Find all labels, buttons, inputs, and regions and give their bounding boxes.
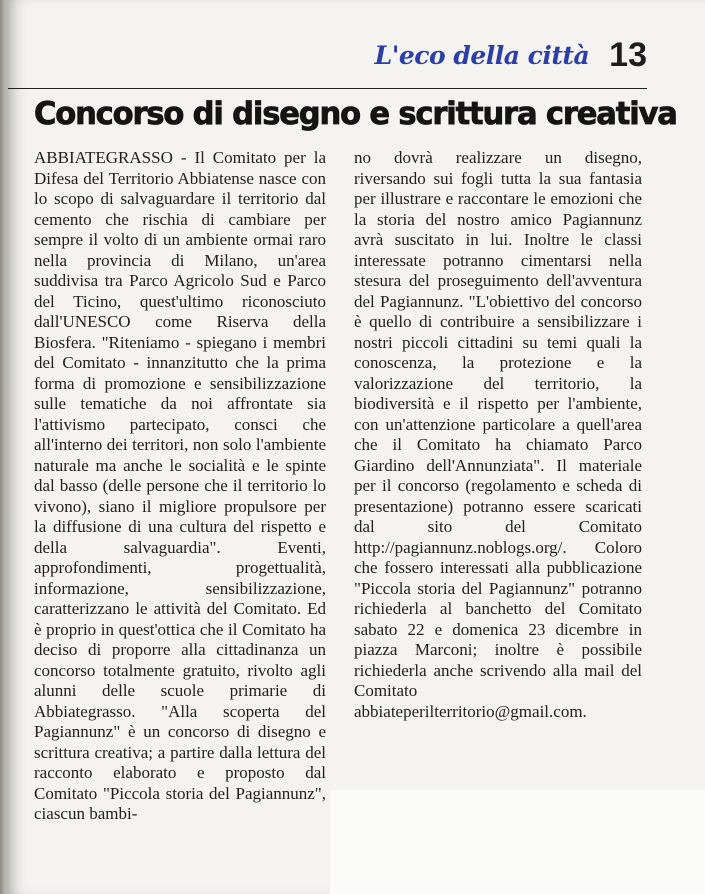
article-headline: Concorso di disegno e scrittura creativa <box>34 96 677 132</box>
masthead: L'eco della città <box>374 41 590 70</box>
blank-area <box>330 790 705 894</box>
column-left-text: ABBIATEGRASSO - Il Comitato per la Difesa del Territorio Abbiatense nasce con lo scopo di salvaguardare il territorio dal cemento che rischia di cambiare per sempre il volto di un ambiente ormai raro nella provincia di Milano, un'area suddivisa tra Parco Agricolo Sud e Parco del Ticino, quest'ultimo riconosciuto dall'UNESCO come Riserva della Biosfera. "Riteniamo - spiegano i membri del Comitato - innanzitutto che la prima forma di promozione e sensibilizzazione sulle tematiche da noi affrontate sia l'attivismo partecipato, consci che all'interno dei territori, non solo l'ambiente naturale ma anche le socialità e le spinte dal basso (delle persone che il territorio lo vivono), siano il migliore propulsore per la diffusione di una cultura del rispetto e della salvaguardia". Eventi, approfondimenti, progettualità, informazione, sensibilizzazione, caratterizzano le attività del Comitato. Ed è proprio in quest'ottica che il Comitato ha deciso di proporre alla cittadinanza un concorso totalmente gratuito, rivolto agli alunni delle scuole primarie di Abbiategrasso. "Alla scoperta del Pagiannunz" è un concorso di disegno e scrittura creativa; a partire dalla lettura del racconto elaborato e proposto dal Comitato "Piccola storia del Pagiannunz", ciascun bambi- <box>34 148 326 823</box>
page-header <box>375 30 647 74</box>
article-column-left <box>34 148 326 825</box>
article-column-right <box>354 148 642 722</box>
column-right-text: no dovrà realizzare un disegno, riversando sui fogli tutta la sua fantasia per illustrare e raccontare le emozioni che la storia del nostro amico Pagiannunz avrà suscitato in lui. Inoltre le classi interessate potranno cimentarsi nella stesura del proseguimento dell'avventura del Pagiannunz. "L'obiettivo del concorso è quello di contribuire a sensibilizzare i nostri piccoli cittadini su temi quali la conoscenza, la protezione e la valorizzazione del territorio, la biodiversità e il rispetto per l'ambiente, con un'attenzione particolare a quell'area che il Comitato ha chiamato Parco Giardino dell'Annunziata". Il materiale per il concorso (regolamento e scheda di presentazione) potranno essere scaricati dal sito del Comitato http://pagiannunz.noblogs.org/. Coloro che fossero interessati alla pubblicazione "Piccola storia del Pagiannunz" potranno richiederla al banchetto del Comitato sabato 22 e domenica 23 dicembre in piazza Marconi; inoltre è possibile richiederla anche scrivendo alla mail del Comitato abbiateperilterritorio@gmail.com. <box>354 148 642 721</box>
page-number: 13 <box>609 36 647 74</box>
header-rule <box>8 88 647 89</box>
